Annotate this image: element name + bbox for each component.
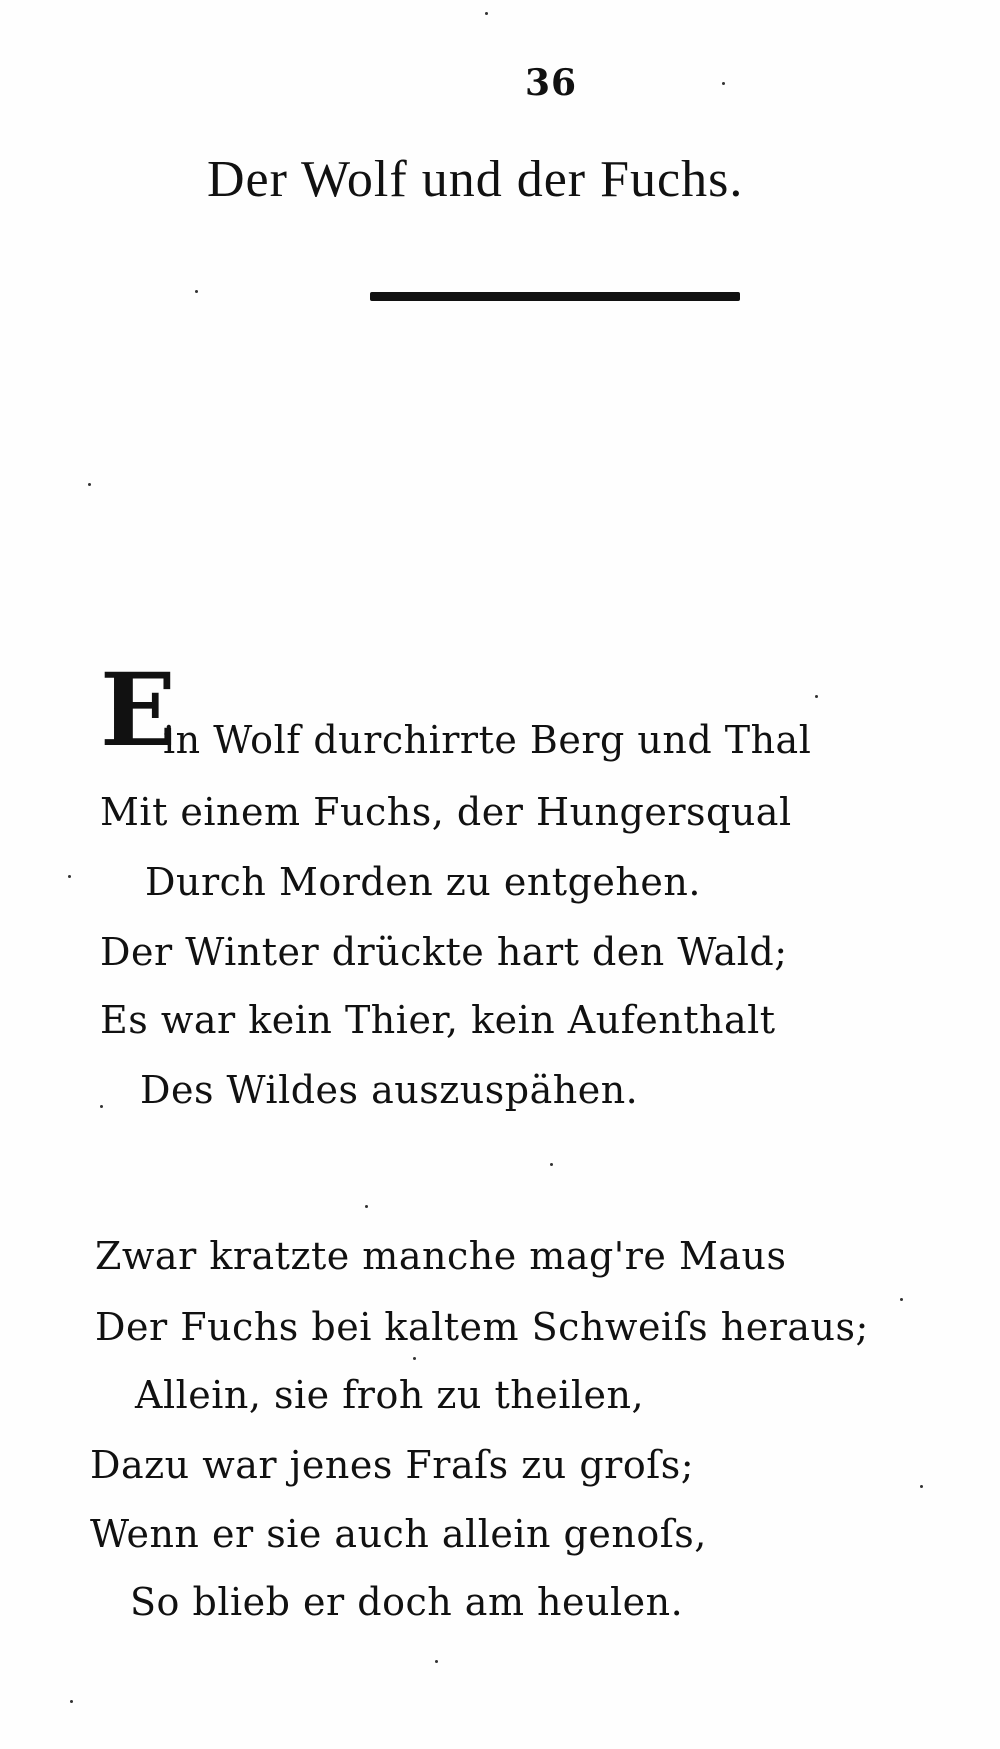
poem-title: Der Wolf und der Fuchs. <box>207 151 744 208</box>
poem-line: in Wolf durchirrte Berg und Thal <box>163 718 812 762</box>
scan-speck <box>920 1485 923 1488</box>
poem-line: Zwar kratzte manche mag're Maus <box>95 1234 787 1278</box>
scan-speck <box>485 12 488 15</box>
drop-cap: E <box>100 651 175 769</box>
scan-speck <box>435 1660 438 1663</box>
scan-speck <box>70 1700 73 1703</box>
scan-speck <box>88 483 91 486</box>
poem-line: Der Fuchs bei kaltem Schweiſs heraus; <box>95 1305 869 1349</box>
poem-line: Durch Morden zu entgehen. <box>145 860 701 904</box>
scan-speck <box>550 1163 553 1166</box>
scan-speck <box>68 875 71 878</box>
poem-line: Mit einem Fuchs, der Hungersqual <box>100 790 792 834</box>
title-rule <box>370 292 740 301</box>
page-number: 36 <box>525 62 578 104</box>
poem-line: So blieb er doch am heulen. <box>130 1580 684 1624</box>
scan-speck <box>900 1298 903 1301</box>
scan-speck <box>815 695 818 698</box>
scan-speck <box>365 1205 368 1208</box>
poem-line: Allein, sie froh zu theilen, <box>135 1373 645 1417</box>
scan-speck <box>413 1357 416 1360</box>
poem-line: Es war kein Thier, kein Aufenthalt <box>100 998 776 1042</box>
poem-line: Der Winter drückte hart den Wald; <box>100 930 788 974</box>
poem-line: Dazu war jenes Fraſs zu groſs; <box>90 1443 695 1487</box>
scan-speck <box>195 290 198 293</box>
scan-speck <box>100 1105 103 1108</box>
poem-line: Wenn er sie auch allein genoſs, <box>90 1512 707 1556</box>
scan-speck <box>722 82 725 85</box>
poem-line: Des Wildes auszuspähen. <box>140 1068 639 1112</box>
